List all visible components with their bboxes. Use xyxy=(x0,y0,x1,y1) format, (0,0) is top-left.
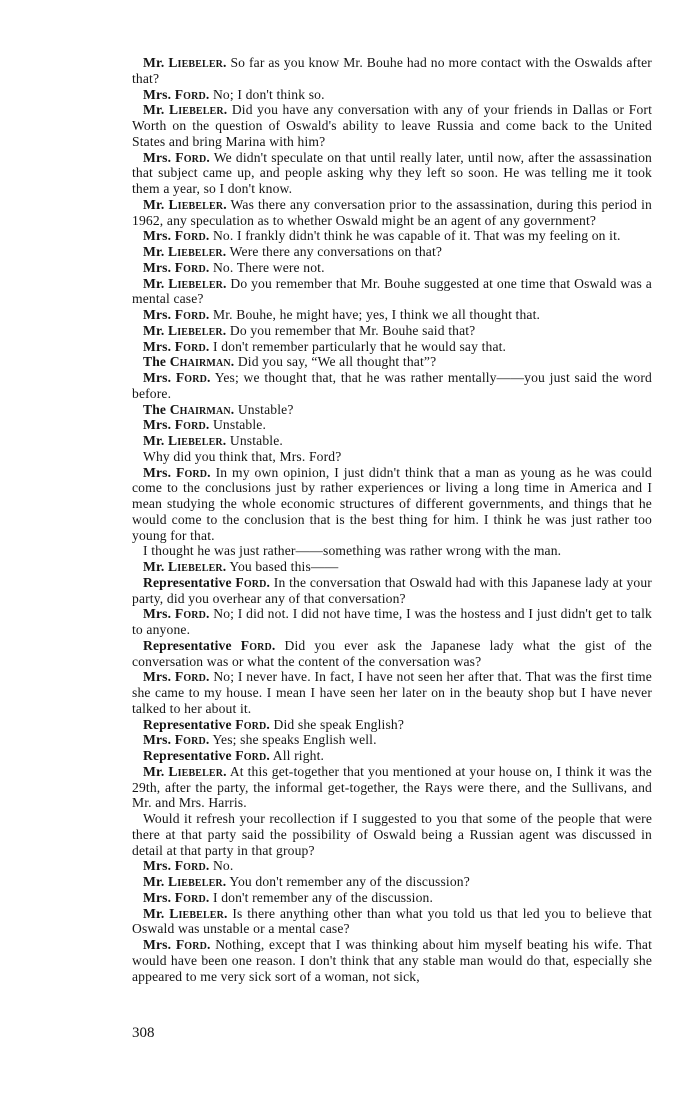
transcript-paragraph xyxy=(132,55,652,87)
paragraph-text: All right. xyxy=(272,748,325,763)
speaker-label xyxy=(143,323,226,338)
speaker-title: Mr. xyxy=(143,322,165,338)
transcript-paragraph xyxy=(132,606,652,638)
transcript-paragraph xyxy=(132,669,652,716)
speaker-label xyxy=(143,764,227,779)
transcript-paragraph xyxy=(132,402,652,418)
transcript-paragraph xyxy=(132,339,652,355)
speaker-name: Ford. xyxy=(174,259,210,275)
speaker-label xyxy=(143,102,227,117)
speaker-label xyxy=(143,228,209,243)
paragraph-text: So far as you know Mr. Bouhe had no more contact with the Oswalds after that? xyxy=(132,55,652,86)
speaker-label xyxy=(143,150,210,165)
transcript-paragraph xyxy=(132,417,652,433)
paragraph-text: Was there any conversation prior to the assassination, during this period in 1962, any speculation as to whether Oswald might be an agent of any government? xyxy=(132,196,652,228)
paragraph-text: No; I never have. In fact, I have not seen her after that. That was the first time she came to my house. I mean I have seen her later on in the beauty shop but I have never talked to her about it. xyxy=(132,669,652,716)
speaker-title: Mrs. xyxy=(143,858,172,874)
paragraph-text: Why did you think that, Mrs. Ford? xyxy=(143,448,342,464)
transcript-paragraph xyxy=(132,732,652,748)
speaker-title: Mrs. xyxy=(143,228,172,244)
paragraph-text: Unstable. xyxy=(229,433,283,448)
speaker-label xyxy=(143,417,209,432)
speaker-title: Mr. xyxy=(143,196,165,212)
speaker-name: Ford. xyxy=(174,889,210,905)
speaker-label xyxy=(143,87,209,102)
speaker-name: Chairman. xyxy=(169,401,235,417)
speaker-title: Mrs. xyxy=(143,464,172,480)
speaker-title: Mr. xyxy=(143,275,165,291)
speaker-name: Liebeler. xyxy=(168,196,227,212)
transcript-paragraph xyxy=(132,858,652,874)
transcript-paragraph xyxy=(132,906,652,938)
transcript-paragraph xyxy=(132,228,652,244)
paragraph-text: I don't remember particularly that he would say that. xyxy=(212,338,507,354)
transcript-paragraph xyxy=(132,433,652,449)
paragraph-text: You based this—— xyxy=(229,559,339,574)
speaker-name: Liebeler. xyxy=(168,55,227,70)
speaker-title: Mrs. xyxy=(143,732,172,748)
speaker-name: Liebeler. xyxy=(168,275,227,291)
transcript-paragraph xyxy=(132,150,652,197)
speaker-name: Ford. xyxy=(175,937,211,952)
speaker-title: Representative xyxy=(143,574,232,590)
paragraph-text: You don't remember any of the discussion? xyxy=(229,874,470,889)
transcript-paragraph xyxy=(132,764,652,811)
speaker-title: Representative xyxy=(143,637,232,653)
transcript-paragraph xyxy=(132,890,652,906)
paragraph-text: No. I frankly didn't think he was capable of it. That was my feeling on it. xyxy=(212,228,621,244)
transcript-body xyxy=(132,55,652,984)
transcript-paragraph xyxy=(132,370,652,402)
speaker-name: Ford. xyxy=(235,716,270,732)
paragraph-text: Is there anything other than what you told us that led you to believe that Oswald was unstable or a mental case? xyxy=(132,905,652,937)
paragraph-text: Did she speak English? xyxy=(273,716,405,732)
paragraph-text: No; I did not. I did not have time, I was the hostess and I just didn't get to talk to anyone. xyxy=(132,606,652,637)
paragraph-text: Did you ever ask the Japanese lady what the gist of the conversation was or what the content of the conversation was? xyxy=(132,637,652,669)
speaker-title: Mrs. xyxy=(143,259,172,275)
transcript-paragraph xyxy=(132,307,652,323)
speaker-title: Mr. xyxy=(143,905,165,921)
paragraph-text: We didn't speculate on that until really later, until now, after the assassination that subject came up, and people asking why they left so soon. He was telling me it took them a year, so I don't know. xyxy=(132,149,652,196)
paragraph-text: Mr. Bouhe, he might have; yes, I think we all thought that. xyxy=(212,307,541,322)
paragraph-text: Did you have any conversation with any of your friends in Dallas or Fort Worth on the question of Oswald's ability to leave Russia and come back to the United States and bring Marina with him? xyxy=(132,102,652,149)
speaker-name: Ford. xyxy=(240,637,276,653)
paragraph-text: No. xyxy=(212,858,234,874)
speaker-title: Mrs. xyxy=(143,86,172,102)
speaker-label xyxy=(143,606,210,621)
transcript-paragraph xyxy=(132,937,652,984)
speaker-name: Ford. xyxy=(174,858,210,874)
speaker-name: Liebeler. xyxy=(168,874,227,889)
speaker-name: Ford. xyxy=(235,574,271,590)
transcript-paragraph xyxy=(132,323,652,339)
speaker-name: Ford. xyxy=(174,417,210,433)
speaker-name: Liebeler. xyxy=(168,559,227,574)
speaker-title: Mr. xyxy=(143,763,165,779)
speaker-label xyxy=(143,638,275,653)
speaker-label xyxy=(143,874,226,889)
speaker-name: Ford. xyxy=(174,606,210,622)
transcript-paragraph xyxy=(132,465,652,544)
transcript-paragraph xyxy=(132,874,652,890)
speaker-title: Mr. xyxy=(143,874,165,889)
speaker-label xyxy=(143,370,211,385)
speaker-name: Ford. xyxy=(174,307,210,322)
paragraph-text: I don't remember any of the discussion. xyxy=(212,889,434,905)
speaker-title: Mr. xyxy=(143,559,165,574)
speaker-label xyxy=(143,748,270,763)
speaker-name: Ford. xyxy=(176,464,211,480)
paragraph-text: In the conversation that Oswald had with this Japanese lady at your party, did you overhear any of that conversation? xyxy=(132,574,652,606)
paragraph-text: I thought he was just rather——something was rather wrong with the man. xyxy=(143,543,562,559)
transcript-paragraph xyxy=(132,717,652,733)
speaker-label xyxy=(143,276,227,291)
paragraph-text: In my own opinion, I just didn't think that a man as young as he was could come to the conclusions just by rather experiences or living a long time in America and I mean studying the whole economic structures of different governments, and things that he would come to the conclusion that is the best thing for him. I think he was just rather too young for that. xyxy=(132,464,652,543)
paragraph-text: Unstable? xyxy=(237,401,294,417)
paragraph-text: Were there any conversations on that? xyxy=(229,244,443,259)
transcript-paragraph xyxy=(132,575,652,607)
speaker-name: Ford. xyxy=(174,228,210,244)
speaker-label xyxy=(143,559,226,574)
speaker-label xyxy=(143,890,209,905)
transcript-paragraph xyxy=(132,276,652,308)
speaker-name: Ford. xyxy=(174,732,210,748)
speaker-title: Mrs. xyxy=(143,606,172,622)
speaker-title: Mrs. xyxy=(143,937,172,952)
speaker-label xyxy=(143,717,270,732)
transcript-paragraph xyxy=(132,354,652,370)
speaker-title: Mr. xyxy=(143,55,165,70)
speaker-label xyxy=(143,433,226,448)
speaker-name: Liebeler. xyxy=(168,322,227,338)
speaker-label xyxy=(143,858,209,873)
speaker-label xyxy=(143,906,228,921)
speaker-title: Mr. xyxy=(143,433,165,448)
speaker-name: Ford. xyxy=(174,338,210,354)
transcript-paragraph xyxy=(132,748,652,764)
speaker-title: Mrs. xyxy=(143,149,172,165)
paragraph-text: No; I don't think so. xyxy=(212,86,325,102)
page-number: 308 xyxy=(132,1025,155,1041)
speaker-name: Ford. xyxy=(174,86,210,102)
paragraph-text: Yes; we thought that, that he was rather mentally——you just said the word before. xyxy=(132,370,653,401)
transcript-paragraph xyxy=(132,244,652,260)
transcript-paragraph xyxy=(132,197,652,229)
speaker-name: Liebeler. xyxy=(168,763,227,779)
speaker-title: Mrs. xyxy=(143,417,172,433)
paragraph-text: Unstable. xyxy=(212,417,267,433)
transcript-paragraph xyxy=(132,543,652,559)
speaker-name: Liebeler. xyxy=(169,905,228,921)
speaker-title: Representative xyxy=(143,748,232,763)
paragraph-text: Did you say, “We all thought that”? xyxy=(237,354,437,370)
transcript-paragraph xyxy=(132,449,652,465)
paragraph-text: Nothing, except that I was thinking about him myself beating his wife. That would have been one reason. I don't think that any stable man would do that, especially she appeared to me very sick sort of a woman, not sick, xyxy=(132,937,652,984)
speaker-label xyxy=(143,197,227,212)
transcript-paragraph xyxy=(132,260,652,276)
speaker-label xyxy=(143,465,211,480)
paragraph-text: Do you remember that Mr. Bouhe said that? xyxy=(229,322,476,338)
speaker-label xyxy=(143,339,209,354)
speaker-title: Mr. xyxy=(143,102,165,118)
speaker-label xyxy=(143,575,270,590)
transcript-paragraph xyxy=(132,559,652,575)
speaker-title: Representative xyxy=(143,716,232,732)
speaker-title: Mrs. xyxy=(143,669,172,685)
speaker-name: Ford. xyxy=(235,748,270,763)
speaker-title: Mrs. xyxy=(143,307,172,322)
speaker-title: The xyxy=(143,354,167,370)
paragraph-text: Do you remember that Mr. Bouhe suggested at one time that Oswald was a mental case? xyxy=(132,275,652,307)
speaker-title: Mrs. xyxy=(143,889,172,905)
speaker-title: Mr. xyxy=(143,244,165,259)
speaker-label xyxy=(143,55,227,70)
transcript-paragraph xyxy=(132,811,652,858)
speaker-name: Ford. xyxy=(175,149,210,165)
paragraph-text: Yes; she speaks English well. xyxy=(212,732,377,748)
speaker-title: Mrs. xyxy=(143,370,172,385)
speaker-title: Mrs. xyxy=(143,338,172,354)
speaker-name: Liebeler. xyxy=(168,433,227,448)
speaker-label xyxy=(143,669,210,684)
speaker-name: Chairman. xyxy=(169,354,235,370)
speaker-label xyxy=(143,260,209,275)
paragraph-text: At this get-together that you mentioned at your house on, I think it was the 29th, after the party, the informal get-together, the Rays were there, and the Sullivans, and Mr. and Mrs. Harris. xyxy=(132,763,652,811)
speaker-name: Liebeler. xyxy=(169,102,228,118)
paragraph-text: Would it refresh your recollection if I suggested to you that some of the people that were there at that party said the possibility of Oswald being a Russian agent was discussed in detail at that party in that group? xyxy=(132,811,652,858)
speaker-label xyxy=(143,354,234,369)
speaker-title: The xyxy=(143,401,167,417)
transcript-paragraph xyxy=(132,87,652,103)
speaker-name: Liebeler. xyxy=(168,244,227,259)
speaker-label xyxy=(143,937,211,952)
speaker-label xyxy=(143,732,209,747)
speaker-label xyxy=(143,402,234,417)
speaker-label xyxy=(143,307,209,322)
paragraph-text: No. There were not. xyxy=(212,259,325,275)
speaker-label xyxy=(143,244,226,259)
speaker-name: Ford. xyxy=(174,669,210,685)
speaker-name: Ford. xyxy=(175,370,211,385)
transcript-paragraph xyxy=(132,102,652,149)
transcript-paragraph xyxy=(132,638,652,670)
